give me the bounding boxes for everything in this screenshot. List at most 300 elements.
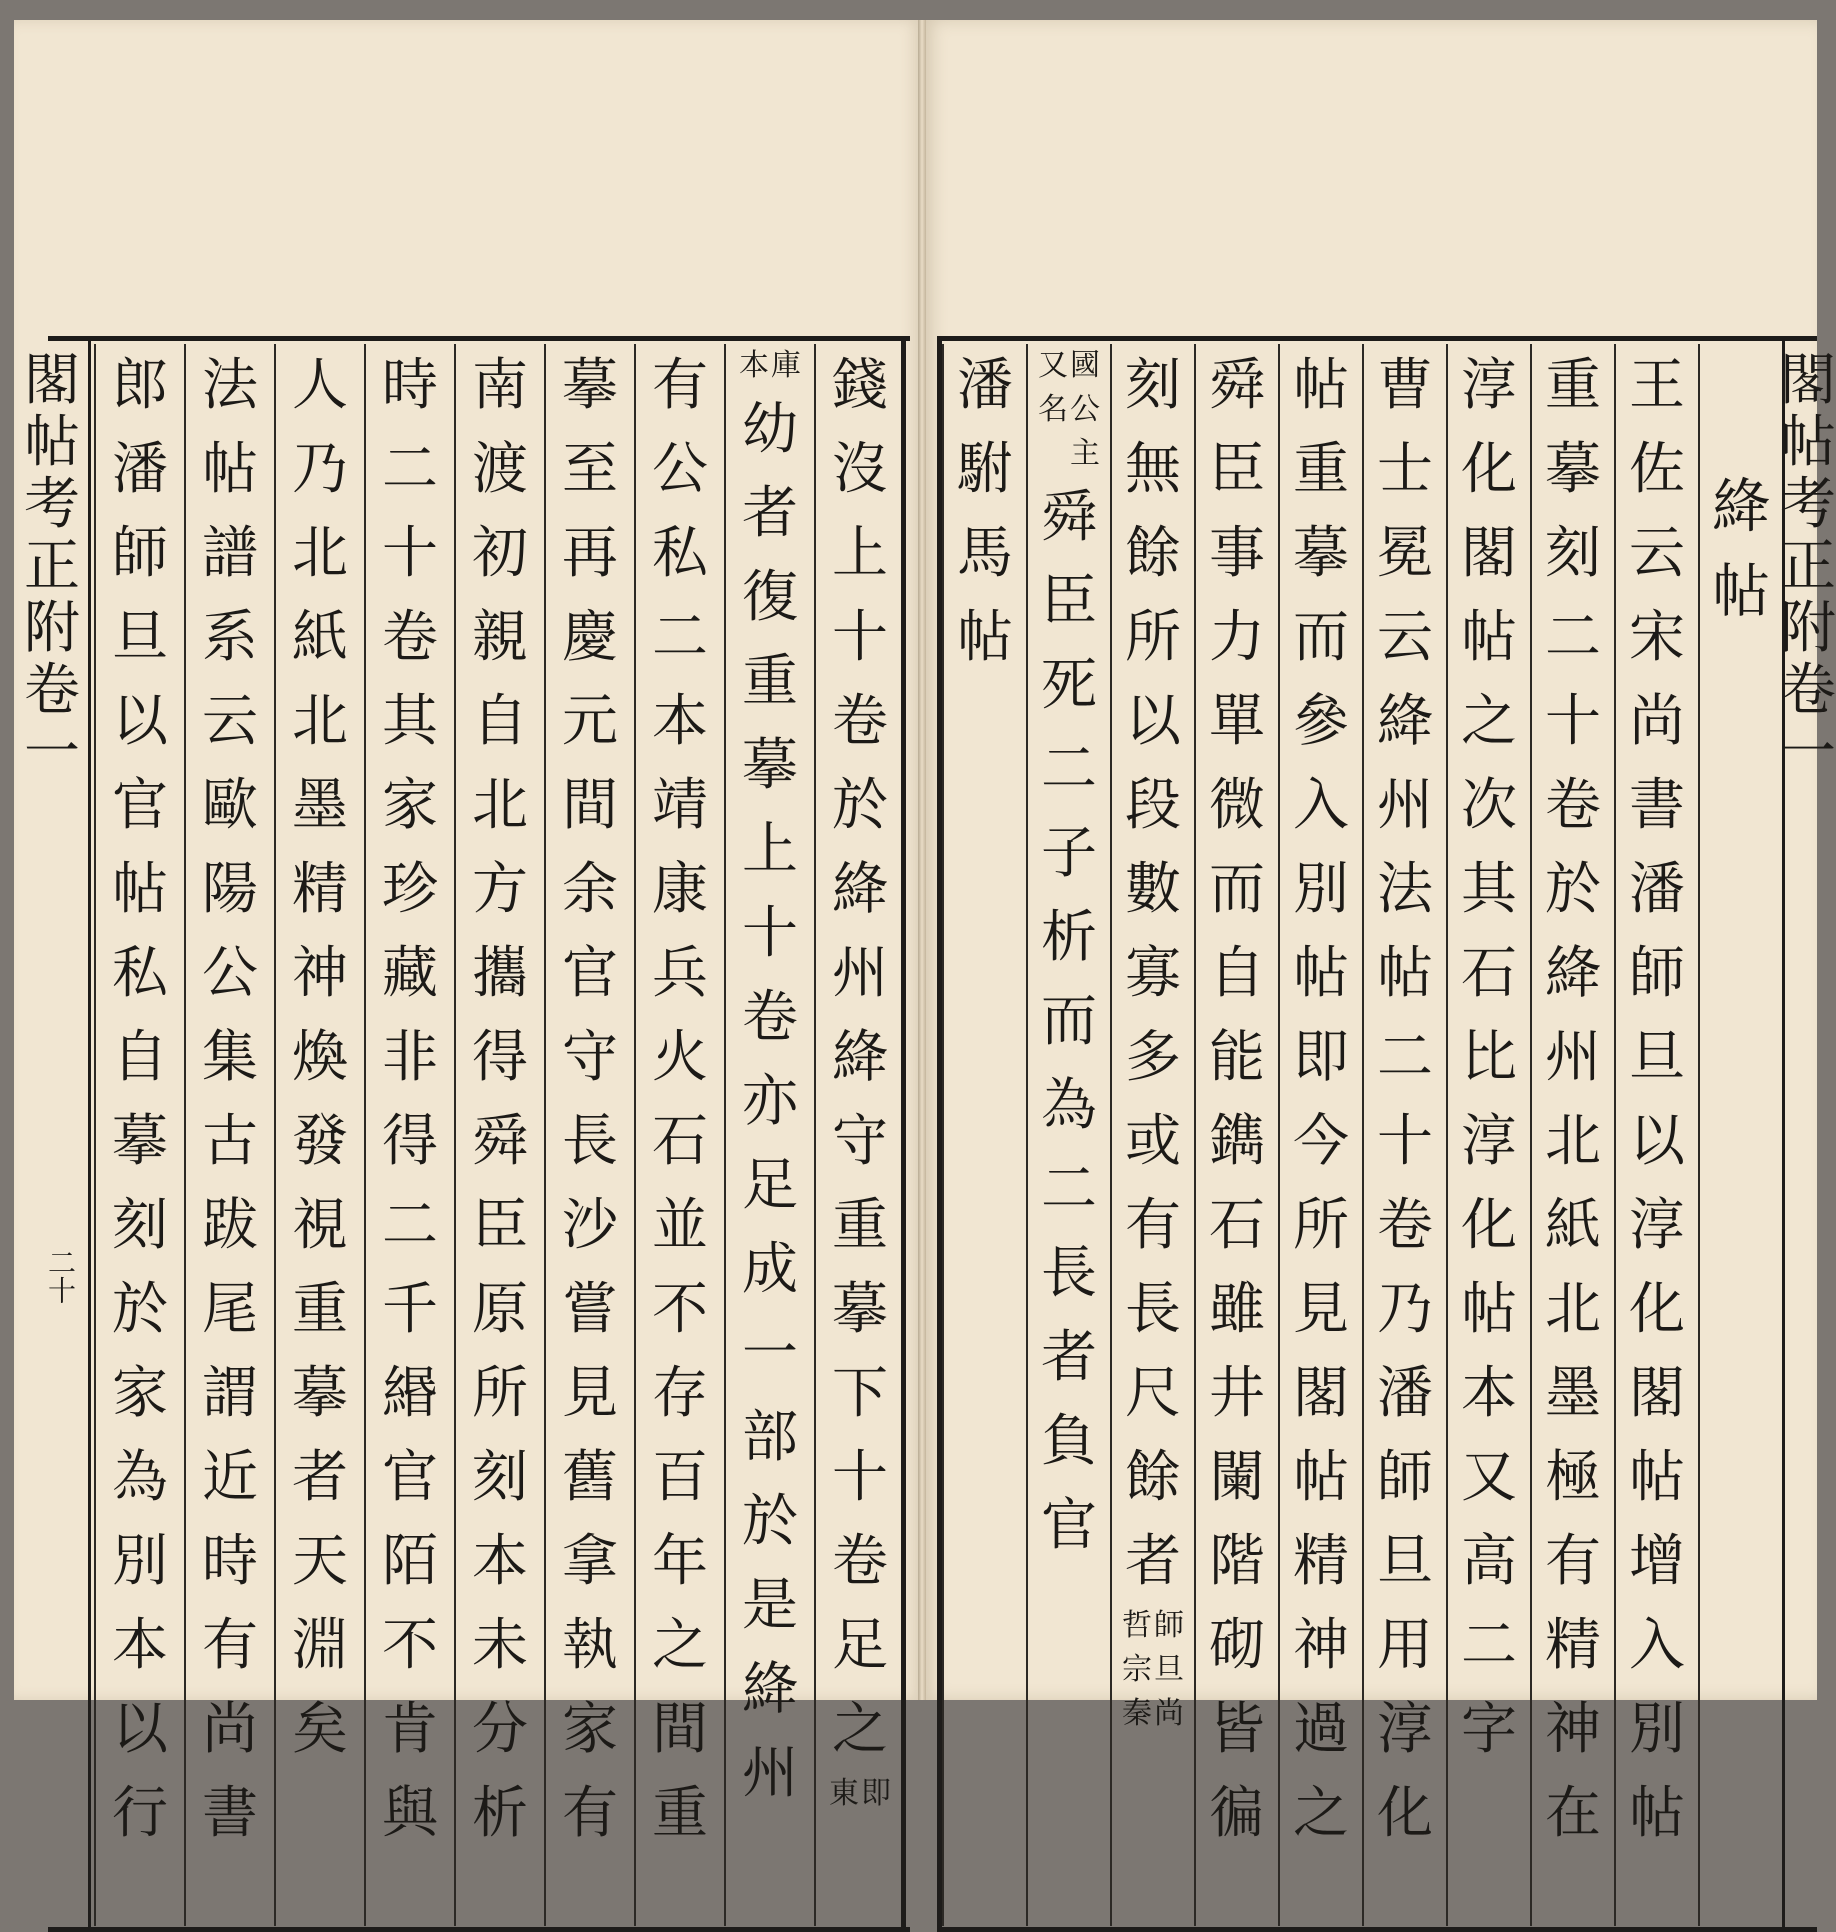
glyph: 曹	[1377, 353, 1433, 418]
glyph: 北	[1545, 1109, 1601, 1174]
glyph: 淳	[1377, 1697, 1433, 1762]
glyph: 存	[652, 1361, 708, 1426]
glyph: 二	[1377, 1025, 1433, 1090]
glyph: 即	[1293, 1025, 1349, 1090]
glyph: 舜	[1209, 353, 1265, 418]
glyph: 佐	[1629, 437, 1685, 502]
glyph: 宋	[1629, 605, 1685, 670]
glyph: 上	[742, 817, 798, 882]
folio-number: 二十	[44, 1248, 77, 1304]
glyph: 復	[742, 565, 798, 630]
glyph: 家	[562, 1697, 618, 1762]
glyph: 緡	[382, 1361, 438, 1426]
glyph: 墨	[1545, 1361, 1601, 1426]
note-glyph: 即	[861, 1776, 891, 1811]
text-column	[1026, 344, 1110, 1926]
glyph: 重	[832, 1193, 888, 1258]
glyph: 慶	[562, 605, 618, 670]
glyph: 北	[292, 689, 348, 754]
glyph: 譜	[202, 521, 258, 586]
text-column	[364, 344, 454, 1926]
glyph: 十	[382, 521, 438, 586]
glyph: 刻	[1125, 353, 1181, 418]
glyph: 下	[832, 1361, 888, 1426]
text-column	[1278, 344, 1362, 1926]
glyph: 行	[112, 1781, 168, 1846]
glyph: 帖	[112, 857, 168, 922]
glyph: 負	[1041, 1409, 1097, 1474]
text-column	[1362, 344, 1446, 1926]
glyph: 重	[742, 649, 798, 714]
glyph: 閣	[1293, 1361, 1349, 1426]
glyph: 二	[382, 437, 438, 502]
glyph: 字	[1461, 1697, 1517, 1762]
glyph: 力	[1209, 605, 1265, 670]
text-column	[942, 344, 1026, 1926]
glyph: 冕	[1377, 521, 1433, 586]
glyph: 增	[1629, 1529, 1685, 1594]
glyph: 二	[1041, 1157, 1097, 1222]
glyph: 官	[382, 1445, 438, 1510]
glyph: 自	[112, 1025, 168, 1090]
glyph: 私	[652, 521, 708, 586]
glyph: 靖	[652, 773, 708, 838]
glyph: 參	[1293, 689, 1349, 754]
glyph: 二	[652, 605, 708, 670]
glyph: 初	[472, 521, 528, 586]
glyph: 潘	[957, 353, 1013, 418]
glyph: 沙	[562, 1193, 618, 1258]
glyph: 潘	[1377, 1361, 1433, 1426]
glyph: 而	[1041, 989, 1097, 1054]
glyph: 卷	[742, 985, 798, 1050]
glyph: 足	[832, 1613, 888, 1678]
glyph: 得	[472, 1025, 528, 1090]
glyph: 比	[1461, 1025, 1517, 1090]
glyph: 數	[1125, 857, 1181, 922]
glyph: 刻	[472, 1445, 528, 1510]
glyph: 井	[1209, 1361, 1265, 1426]
glyph: 淵	[292, 1613, 348, 1678]
note-glyph: 秦	[1122, 1696, 1152, 1731]
glyph: 卷	[1377, 1193, 1433, 1258]
glyph: 肯	[382, 1697, 438, 1762]
glyph: 子	[1041, 821, 1097, 886]
glyph: 時	[382, 353, 438, 418]
glyph: 尾	[202, 1277, 258, 1342]
glyph: 至	[562, 437, 618, 502]
glyph: 紙	[1545, 1193, 1601, 1258]
glyph: 事	[1209, 521, 1265, 586]
glyph: 公	[202, 941, 258, 1006]
glyph: 十	[1377, 1109, 1433, 1174]
glyph: 石	[652, 1109, 708, 1174]
glyph: 系	[202, 605, 258, 670]
glyph: 十	[742, 901, 798, 966]
glyph: 北	[1545, 1277, 1601, 1342]
right-text-columns	[942, 344, 1782, 1926]
glyph: 云	[1377, 605, 1433, 670]
glyph: 淳	[1629, 1193, 1685, 1258]
glyph: 十	[832, 1445, 888, 1510]
glyph: 卷	[832, 1529, 888, 1594]
glyph: 重	[1293, 437, 1349, 502]
note-glyph: 國	[1070, 348, 1100, 383]
glyph: 者	[292, 1445, 348, 1510]
glyph: 乃	[1377, 1277, 1433, 1342]
margin-glyph: 考	[24, 472, 80, 537]
glyph: 於	[1545, 857, 1601, 922]
glyph: 書	[1629, 773, 1685, 838]
glyph: 余	[562, 857, 618, 922]
glyph: 家	[112, 1361, 168, 1426]
glyph: 絳	[832, 1025, 888, 1090]
glyph: 官	[562, 941, 618, 1006]
glyph: 摹	[112, 1109, 168, 1174]
glyph: 重	[1545, 353, 1601, 418]
glyph: 二	[1545, 605, 1601, 670]
glyph: 於	[832, 773, 888, 838]
margin-glyph: 正	[1780, 534, 1836, 599]
glyph: 精	[1293, 1529, 1349, 1594]
glyph: 得	[382, 1109, 438, 1174]
glyph: 法	[1377, 857, 1433, 922]
glyph: 跋	[202, 1193, 258, 1258]
glyph: 上	[832, 521, 888, 586]
glyph: 臣	[472, 1193, 528, 1258]
glyph: 守	[562, 1025, 618, 1090]
text-column	[454, 344, 544, 1926]
glyph: 渡	[472, 437, 528, 502]
glyph: 淳	[1461, 353, 1517, 418]
glyph: 以	[112, 689, 168, 754]
glyph: 今	[1293, 1109, 1349, 1174]
glyph: 尚	[202, 1697, 258, 1762]
glyph: 並	[652, 1193, 708, 1258]
glyph: 絳	[1377, 689, 1433, 754]
glyph: 摹	[1293, 521, 1349, 586]
glyph: 於	[112, 1277, 168, 1342]
glyph: 家	[382, 773, 438, 838]
glyph: 石	[1461, 941, 1517, 1006]
text-column	[1446, 344, 1530, 1926]
glyph: 藏	[382, 941, 438, 1006]
glyph: 帖	[1461, 605, 1517, 670]
text-column	[1614, 344, 1698, 1926]
text-column	[724, 344, 814, 1926]
glyph: 摹	[832, 1277, 888, 1342]
glyph: 精	[292, 857, 348, 922]
glyph: 發	[292, 1109, 348, 1174]
glyph: 之	[1461, 689, 1517, 754]
glyph: 餘	[1125, 1445, 1181, 1510]
glyph: 百	[652, 1445, 708, 1510]
margin-glyph: 考	[1780, 472, 1836, 537]
glyph: 未	[472, 1613, 528, 1678]
glyph: 再	[562, 521, 618, 586]
glyph: 卷	[832, 689, 888, 754]
glyph: 旦	[112, 605, 168, 670]
interlinear-note	[1027, 344, 1111, 476]
glyph: 多	[1125, 1025, 1181, 1090]
glyph: 絳	[742, 1657, 798, 1722]
glyph: 見	[562, 1361, 618, 1426]
glyph: 北	[292, 521, 348, 586]
glyph: 帖	[1377, 941, 1433, 1006]
glyph: 長	[1125, 1277, 1181, 1342]
glyph: 方	[472, 857, 528, 922]
interlinear-note	[728, 344, 812, 388]
glyph: 以	[1629, 1109, 1685, 1174]
glyph: 火	[652, 1025, 708, 1090]
text-column	[274, 344, 364, 1926]
glyph: 一	[742, 1321, 798, 1386]
glyph: 亦	[742, 1069, 798, 1134]
note-glyph: 尚	[1154, 1696, 1184, 1731]
glyph: 公	[652, 437, 708, 502]
book-gutter	[918, 20, 926, 1700]
note-glyph: 名	[1038, 392, 1068, 427]
interlinear-note	[818, 1772, 902, 1816]
glyph: 本	[472, 1529, 528, 1594]
text-column	[634, 344, 724, 1926]
glyph: 砌	[1209, 1613, 1265, 1678]
glyph: 段	[1125, 773, 1181, 838]
margin-glyph: 卷	[1780, 658, 1836, 723]
glyph: 析	[472, 1781, 528, 1846]
glyph: 化	[1377, 1781, 1433, 1846]
glyph: 徧	[1209, 1781, 1265, 1846]
glyph: 帖	[1629, 1445, 1685, 1510]
glyph: 絳	[1545, 941, 1601, 1006]
glyph: 帖	[1629, 1781, 1685, 1846]
glyph: 間	[652, 1697, 708, 1762]
glyph: 以	[1125, 689, 1181, 754]
glyph: 淳	[1461, 1109, 1517, 1174]
glyph: 析	[1041, 905, 1097, 970]
glyph: 舜	[1041, 485, 1097, 550]
glyph: 時	[202, 1529, 258, 1594]
glyph: 法	[202, 353, 258, 418]
glyph: 別	[1293, 857, 1349, 922]
glyph: 在	[1545, 1781, 1601, 1846]
glyph: 康	[652, 857, 708, 922]
note-glyph: 宗	[1122, 1652, 1152, 1687]
glyph: 煥	[292, 1025, 348, 1090]
glyph: 入	[1293, 773, 1349, 838]
glyph: 能	[1209, 1025, 1265, 1090]
glyph: 有	[652, 353, 708, 418]
glyph: 十	[832, 605, 888, 670]
note-glyph: 旦	[1154, 1652, 1184, 1687]
glyph: 不	[652, 1277, 708, 1342]
glyph: 非	[382, 1025, 438, 1090]
glyph: 尺	[1125, 1361, 1181, 1426]
glyph: 旦	[1377, 1529, 1433, 1594]
glyph: 絳	[1711, 472, 1770, 540]
glyph: 有	[202, 1613, 258, 1678]
glyph: 有	[1125, 1193, 1181, 1258]
glyph: 南	[472, 353, 528, 418]
glyph: 或	[1125, 1109, 1181, 1174]
glyph: 與	[382, 1781, 438, 1846]
note-glyph: 師	[1154, 1608, 1184, 1643]
glyph: 視	[292, 1193, 348, 1258]
glyph: 州	[1545, 1025, 1601, 1090]
note-glyph: 東	[829, 1776, 859, 1811]
glyph: 是	[742, 1573, 798, 1638]
glyph: 珍	[382, 857, 438, 922]
glyph: 階	[1209, 1529, 1265, 1594]
glyph: 十	[1545, 689, 1601, 754]
glyph: 年	[652, 1529, 708, 1594]
text-column	[1530, 344, 1614, 1926]
glyph: 郎	[112, 353, 168, 418]
glyph: 者	[1125, 1529, 1181, 1594]
glyph: 又	[1461, 1445, 1517, 1510]
text-column	[1194, 344, 1278, 1926]
glyph: 人	[292, 353, 348, 418]
glyph: 化	[1629, 1277, 1685, 1342]
glyph: 摹	[742, 733, 798, 798]
glyph: 重	[652, 1781, 708, 1846]
glyph: 間	[562, 773, 618, 838]
glyph: 次	[1461, 773, 1517, 838]
glyph: 紙	[292, 605, 348, 670]
glyph: 近	[202, 1445, 258, 1510]
glyph: 集	[202, 1025, 258, 1090]
glyph: 州	[742, 1741, 798, 1806]
note-glyph: 公	[1070, 392, 1100, 427]
glyph: 駙	[957, 437, 1013, 502]
glyph: 本	[1461, 1361, 1517, 1426]
section-heading	[1698, 344, 1782, 1926]
glyph: 不	[382, 1613, 438, 1678]
glyph: 之	[1293, 1781, 1349, 1846]
glyph: 歐	[202, 773, 258, 838]
glyph: 本	[652, 689, 708, 754]
glyph: 謂	[202, 1361, 258, 1426]
glyph: 入	[1629, 1613, 1685, 1678]
glyph: 元	[562, 689, 618, 754]
margin-glyph: 一	[24, 720, 80, 785]
glyph: 精	[1545, 1613, 1601, 1678]
glyph: 書	[202, 1781, 258, 1846]
glyph: 其	[1461, 857, 1517, 922]
glyph: 摹	[292, 1361, 348, 1426]
glyph: 攜	[472, 941, 528, 1006]
glyph: 帖	[1293, 941, 1349, 1006]
glyph: 官	[1041, 1493, 1097, 1558]
margin-glyph: 閣	[1780, 348, 1836, 413]
glyph: 私	[112, 941, 168, 1006]
glyph: 師	[1629, 941, 1685, 1006]
glyph: 帖	[957, 605, 1013, 670]
glyph: 自	[1209, 941, 1265, 1006]
text-column	[544, 344, 634, 1926]
glyph: 親	[472, 605, 528, 670]
glyph: 二	[382, 1193, 438, 1258]
glyph: 兵	[652, 941, 708, 1006]
glyph: 有	[1545, 1529, 1601, 1594]
glyph: 單	[1209, 689, 1265, 754]
glyph: 之	[652, 1613, 708, 1678]
glyph: 臣	[1209, 437, 1265, 502]
glyph: 拿	[562, 1529, 618, 1594]
glyph: 寡	[1125, 941, 1181, 1006]
interlinear-note	[1111, 1604, 1195, 1736]
glyph: 師	[112, 521, 168, 586]
left-text-columns	[90, 344, 904, 1926]
glyph: 帖	[1293, 353, 1349, 418]
glyph: 尚	[1629, 689, 1685, 754]
glyph: 化	[1461, 437, 1517, 502]
glyph: 潘	[112, 437, 168, 502]
glyph: 有	[562, 1781, 618, 1846]
glyph: 所	[1125, 605, 1181, 670]
glyph: 鐫	[1209, 1109, 1265, 1174]
glyph: 墨	[292, 773, 348, 838]
glyph: 分	[472, 1697, 528, 1762]
glyph: 絳	[832, 857, 888, 922]
glyph: 餘	[1125, 521, 1181, 586]
glyph: 刻	[1545, 521, 1601, 586]
glyph: 乃	[292, 437, 348, 502]
glyph: 所	[1293, 1193, 1349, 1258]
glyph: 二	[1461, 1613, 1517, 1678]
glyph: 士	[1377, 437, 1433, 502]
glyph: 卷	[1545, 773, 1601, 838]
glyph: 嘗	[562, 1277, 618, 1342]
glyph: 幼	[742, 397, 798, 462]
glyph: 帖	[1711, 557, 1770, 625]
glyph: 帖	[202, 437, 258, 502]
glyph: 舊	[562, 1445, 618, 1510]
glyph: 者	[742, 481, 798, 546]
glyph: 其	[382, 689, 438, 754]
glyph: 旦	[1629, 1025, 1685, 1090]
margin-glyph: 一	[1780, 720, 1836, 785]
glyph: 自	[472, 689, 528, 754]
glyph: 潘	[1629, 857, 1685, 922]
glyph: 而	[1293, 605, 1349, 670]
glyph: 州	[832, 941, 888, 1006]
glyph: 守	[832, 1109, 888, 1174]
glyph: 臣	[1041, 569, 1097, 634]
glyph: 錢	[832, 353, 888, 418]
glyph: 用	[1377, 1613, 1433, 1678]
glyph: 別	[1629, 1697, 1685, 1762]
glyph: 化	[1461, 1193, 1517, 1258]
glyph: 為	[112, 1445, 168, 1510]
glyph: 執	[562, 1613, 618, 1678]
glyph: 云	[202, 689, 258, 754]
glyph: 云	[1629, 521, 1685, 586]
glyph: 神	[1545, 1697, 1601, 1762]
glyph: 於	[742, 1489, 798, 1554]
glyph: 舜	[472, 1109, 528, 1174]
margin-glyph: 附	[1780, 596, 1836, 661]
glyph: 原	[472, 1277, 528, 1342]
note-glyph: 哲	[1122, 1608, 1152, 1643]
glyph: 本	[112, 1613, 168, 1678]
glyph: 州	[1377, 773, 1433, 838]
glyph: 重	[292, 1277, 348, 1342]
glyph: 皆	[1209, 1697, 1265, 1762]
glyph: 者	[1041, 1325, 1097, 1390]
glyph: 石	[1209, 1193, 1265, 1258]
text-column	[94, 344, 184, 1926]
